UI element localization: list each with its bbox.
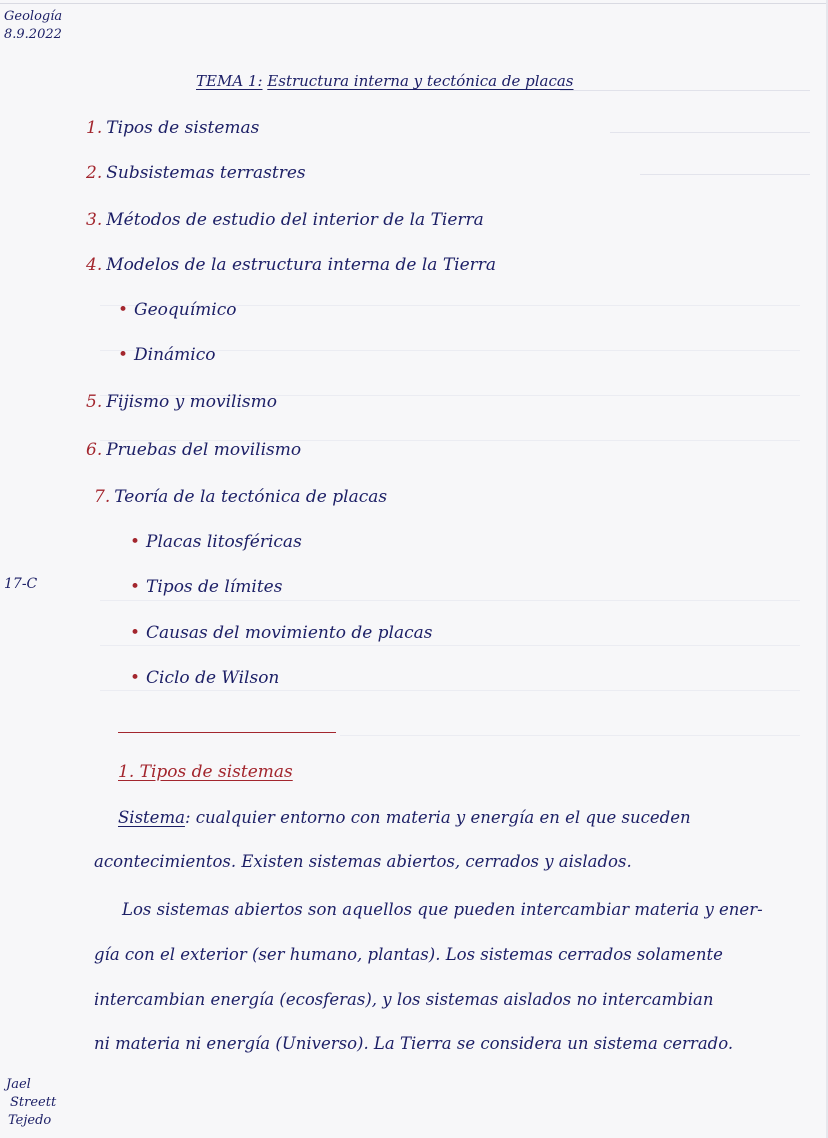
title-text: Estructura interna y tectónica de placas [267, 72, 574, 90]
toc-item: 5. Fijismo y movilismo [86, 392, 278, 412]
bullet-icon: • [130, 577, 141, 597]
bullet-icon: • [130, 532, 141, 552]
title-tema: TEMA 1: [196, 72, 263, 90]
toc-subitem: • Dinámico [118, 345, 216, 365]
paragraph-line: gía con el exterior (ser humano, plantas). Los sistemas cerrados solamente [94, 945, 723, 964]
paragraph-line: Los sistemas abiertos son aquellos que pueden intercambiar materia y ener- [122, 900, 763, 919]
author-name-line: Tejedo [8, 1113, 52, 1128]
paragraph-line: Sistema: cualquier entorno con materia y energía en el que suceden [118, 808, 691, 827]
toc-item: 2. Subsistemas terrastres [86, 163, 306, 183]
toc-item: 3. Métodos de estudio del interior de la Tierra [86, 210, 484, 230]
section-divider [118, 732, 336, 733]
subject-note: Geología [4, 9, 63, 24]
paragraph-line: acontecimientos. Existen sistemas abiertos, cerrados y aislados. [94, 852, 632, 871]
toc-subitem: • Ciclo de Wilson [130, 668, 280, 688]
defined-term: Sistema [118, 808, 185, 827]
date-note: 8.9.2022 [4, 27, 62, 42]
paragraph-line: intercambian energía (ecosferas), y los sistemas aislados no intercambian [94, 990, 714, 1009]
toc-subitem: • Tipos de límites [130, 577, 283, 597]
toc-subitem: • Placas litosféricas [130, 532, 302, 552]
margin-code: 17-C [4, 576, 38, 592]
bullet-icon: • [130, 668, 141, 688]
toc-item: 4. Modelos de la estructura interna de la Tierra [86, 255, 497, 275]
bullet-icon: • [118, 345, 129, 365]
toc-subitem: • Geoquímico [118, 300, 237, 320]
page-title [196, 72, 574, 90]
paragraph-line: ni materia ni energía (Universo). La Tierra se considera un sistema cerrado. [94, 1034, 734, 1053]
toc-item: 7. Teoría de la tectónica de placas [94, 487, 388, 507]
section-heading: 1. Tipos de sistemas [118, 762, 293, 782]
toc-item: 1. Tipos de sistemas [86, 118, 260, 138]
bullet-icon: • [118, 300, 129, 320]
toc-item: 6. Pruebas del movilismo [86, 440, 302, 460]
author-name-line: Streett [10, 1095, 57, 1110]
toc-subitem: • Causas del movimiento de placas [130, 623, 433, 643]
author-name-line: Jael [6, 1077, 31, 1092]
page-top-edge [0, 3, 828, 4]
bullet-icon: • [130, 623, 141, 643]
